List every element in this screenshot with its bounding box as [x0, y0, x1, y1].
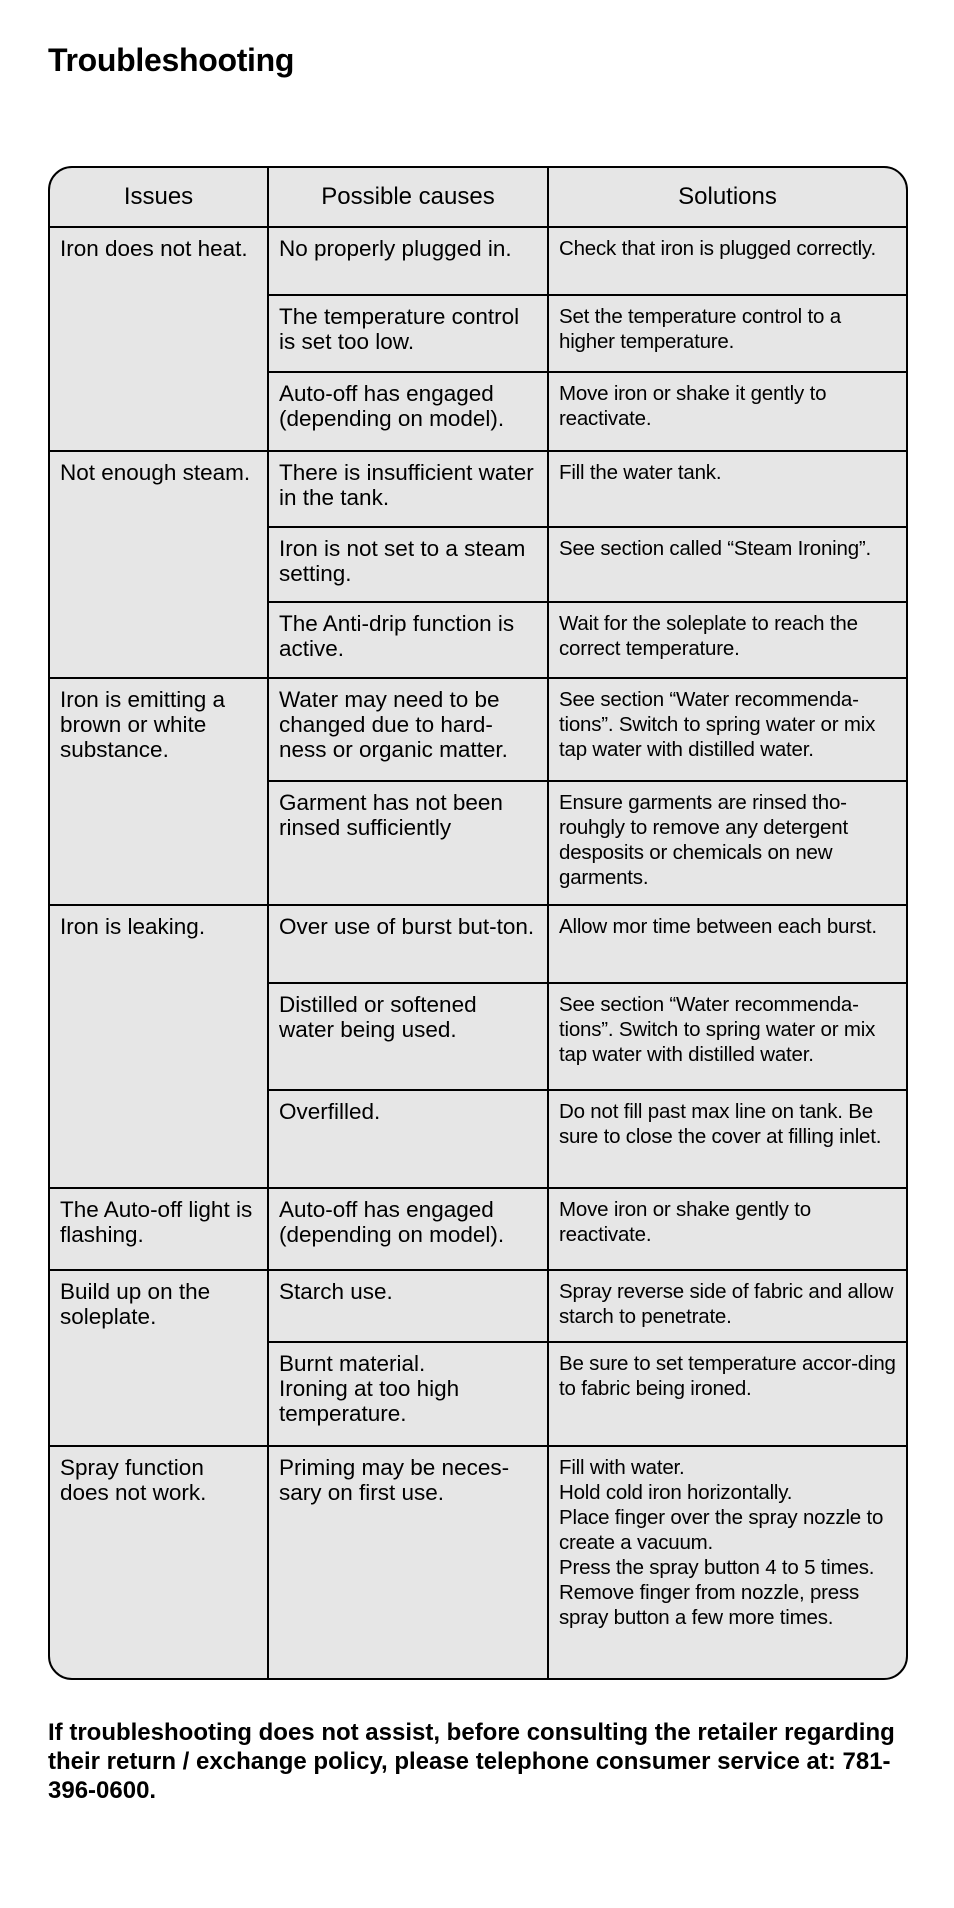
cause-cell: Priming may be neces-sary on first use.: [268, 1446, 548, 1678]
solution-cell: Wait for the soleplate to reach the correct temperature.: [548, 602, 906, 678]
table-row: [50, 451, 906, 527]
cause-cell: Iron is not set to a steam setting.: [268, 527, 548, 602]
solution-cell: See section “Water recommenda-tions”. Switch to spring water or mix tap water with distilled water.: [548, 678, 906, 781]
issue-cell: Iron is leaking.: [50, 905, 268, 1188]
cause-cell: No properly plugged in.: [268, 227, 548, 295]
header-possible-causes: Possible causes: [268, 168, 548, 227]
troubleshooting-table: [50, 168, 906, 1678]
table-header-row: [50, 168, 906, 227]
issue-cell: Iron does not heat.: [50, 227, 268, 451]
table-row: [50, 1270, 906, 1342]
solution-cell: Set the temperature control to a higher temperature.: [548, 295, 906, 372]
cause-cell: Distilled or softened water being used.: [268, 983, 548, 1090]
cause-cell: The temperature control is set too low.: [268, 295, 548, 372]
consumer-service-note: If troubleshooting does not assist, before consulting the retailer regarding their return / exchange policy, please telephone consumer service at: 781-396-0600.: [48, 1719, 895, 1804]
issue-cell: Spray function does not work.: [60, 1455, 207, 1505]
solution-cell: Move iron or shake it gently to reactivate.: [548, 372, 906, 451]
table-body: [50, 227, 906, 1678]
cause-cell: Garment has not been rinsed sufficiently: [268, 781, 548, 905]
issue-cell: Iron is emitting a brown or white substance.: [50, 678, 268, 905]
solution-cell: Do not fill past max line on tank. Be sure to close the cover at filling inlet.: [548, 1090, 906, 1188]
cause-cell: Starch use.: [268, 1270, 548, 1342]
cause-cell: Overfilled.: [268, 1090, 548, 1188]
solution-cell: Fill with water. Hold cold iron horizontally. Place finger over the spray nozzle to create a vacuum. Press the spray button 4 to 5 times. Remove finger from nozzle, press spray button a few more times.: [548, 1446, 906, 1678]
issue-cell: Build up on the soleplate.: [50, 1270, 268, 1446]
cause-cell: Water may need to be changed due to hard-ness or organic matter.: [268, 678, 548, 781]
cause-cell: Auto-off has engaged (depending on model).: [268, 372, 548, 451]
header-issues: Issues: [50, 168, 268, 227]
solution-cell: Be sure to set temperature accor-ding to fabric being ironed.: [548, 1342, 906, 1446]
issue-cell: Not enough steam.: [50, 451, 268, 678]
solution-cell: Spray reverse side of fabric and allow starch to penetrate.: [548, 1270, 906, 1342]
cause-cell: Auto-off has engaged (depending on model).: [268, 1188, 548, 1270]
solution-cell: Check that iron is plugged correctly.: [548, 227, 906, 295]
troubleshooting-table-frame: [48, 166, 908, 1680]
cause-cell: There is insufficient water in the tank.: [268, 451, 548, 527]
cause-cell: The Anti-drip function is active.: [268, 602, 548, 678]
issue-cell: The Auto-off light is flashing.: [50, 1188, 268, 1270]
page-title: Troubleshooting: [48, 42, 295, 78]
table-row: [50, 905, 906, 983]
solution-cell: See section called “Steam Ironing”.: [548, 527, 906, 602]
header-solutions: Solutions: [548, 168, 906, 227]
table-row: [50, 227, 906, 295]
cause-cell: Over use of burst but-ton.: [268, 905, 548, 983]
table-row: [50, 1446, 906, 1678]
table-row: [50, 1188, 906, 1270]
solution-cell: Ensure garments are rinsed tho-rouhgly to remove any detergent desposits or chemicals on new garments.: [548, 781, 906, 905]
table-row: [50, 678, 906, 781]
cause-cell: Burnt material. Ironing at too high temperature.: [268, 1342, 548, 1446]
solution-cell: Allow mor time between each burst.: [548, 905, 906, 983]
solution-cell: Move iron or shake gently to reactivate.: [548, 1188, 906, 1270]
solution-cell: Fill the water tank.: [548, 451, 906, 527]
solution-cell: See section “Water recommenda-tions”. Switch to spring water or mix tap water with distilled water.: [548, 983, 906, 1090]
